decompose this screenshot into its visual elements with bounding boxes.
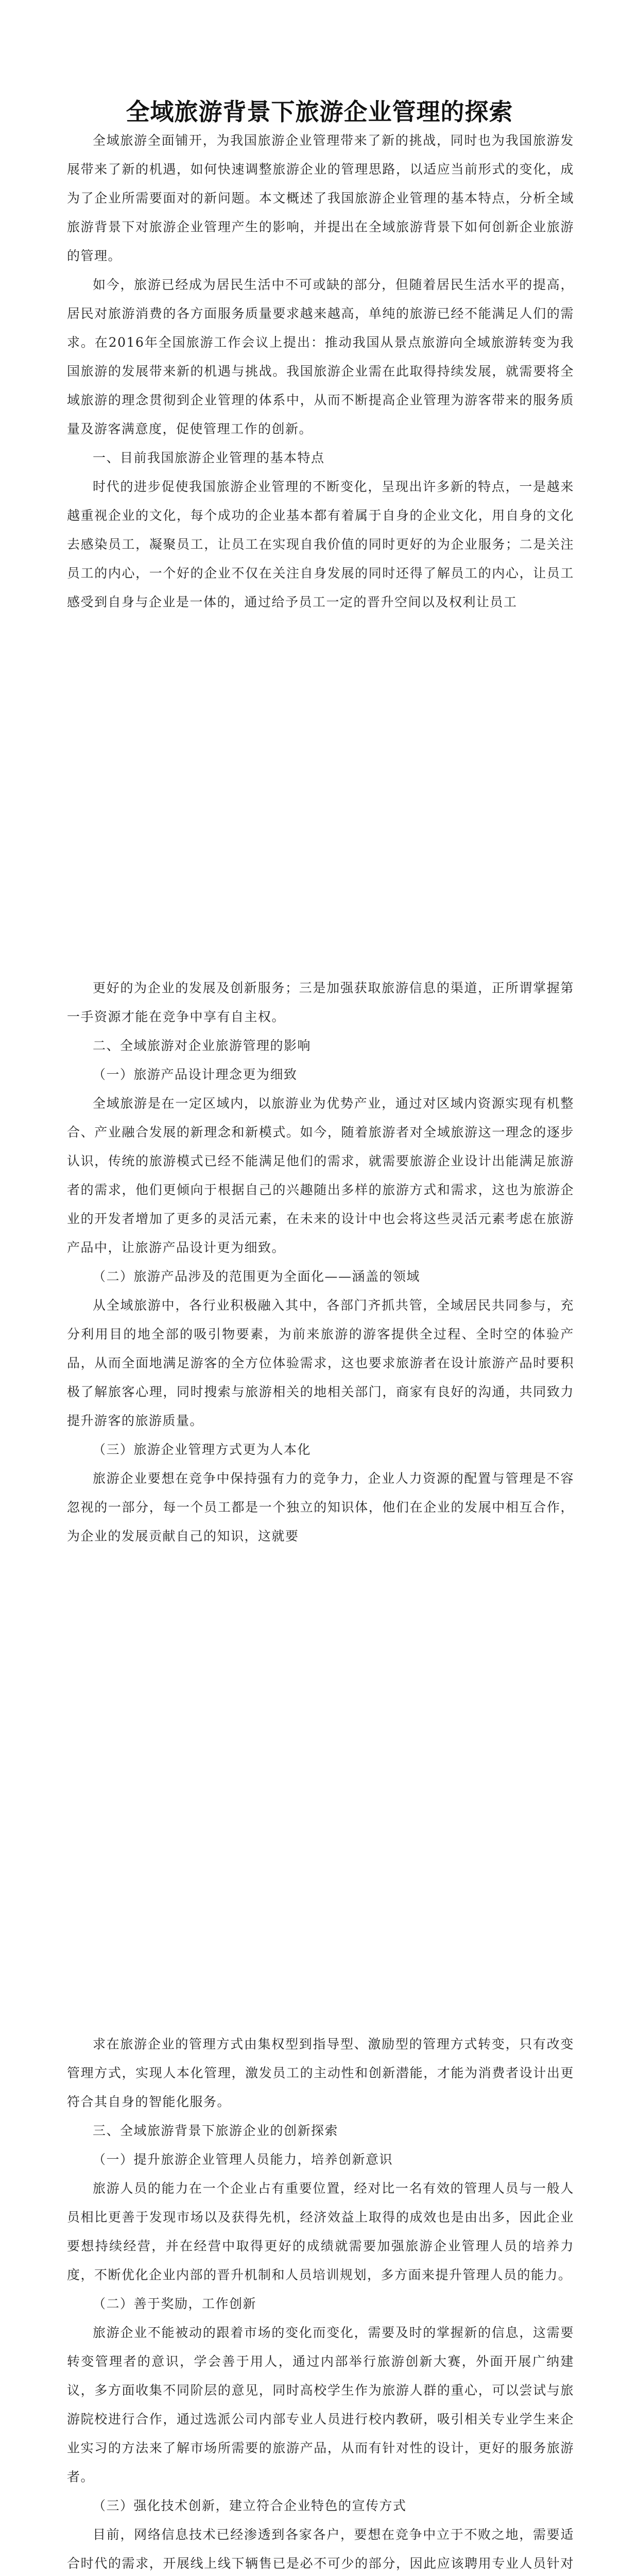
body-paragraph: 从全域旅游中，各行业积极融入其中，各部门齐抓共管，全域居民共同参与，充分利用目的地全部的吸引物要素，为前来旅游的游客提供全过程、全时空的体验产品，从而全面地满足游客的全方位体验需求，这也要求旅游者在设计旅游产品时要积极了解旅客心理，同时搜索与旅游相关的地相关部门，商家有良好的沟通，共同致力提升游客的旅游质量。 — [67, 1298, 574, 1428]
body-paragraph: 旅游企业要想在竞争中保持强有力的竞争力，企业人力资源的配置与管理是不容忽视的一部分，每一个员工都是一个独立的知识体，他们在企业的发展中相互合作，为企业的发展贡献自己的知识，这就要 — [67, 1471, 574, 1544]
section-heading-1: 一、目前我国旅游企业管理的基本特点 — [93, 450, 325, 465]
body-paragraph: 旅游企业不能被动的跟着市场的变化而变化，需要及时的掌握新的信息，这需要转变管理者的意识，学会善于用人，通过内部举行旅游创新大赛，外面开展广纳建议，多方面收集不同阶层的意见，同时高校学生作为旅游人群的重心，可以尝试与旅游院校进行合作，通过选派公司内部专业人员进行校内教研，吸引相关专业学生来企业实习的方法来了解市场所需要的旅游产品，从而有针对性的设计，更好的服务旅游者。 — [67, 2325, 574, 2484]
section-heading-2: 二、全域旅游对企业旅游管理的影响 — [93, 1038, 312, 1053]
subsection-heading: （三）强化技术创新，建立符合企业特色的宣传方式 — [93, 2498, 407, 2513]
intro-paragraph: 全域旅游全面铺开，为我国旅游企业管理带来了新的挑战，同时也为我国旅游发展带来了新的机遇，如何快速调整旅游企业的管理思路，以适应当前形式的变化，成为了企业所需要面对的新问题。本文概述了我国旅游企业管理的基本特点，分析全域旅游背景下对旅游企业管理产生的影响，并提出在全域旅游背景下如何创新企业旅游的管理。 — [67, 133, 574, 263]
subsection-heading: （一）旅游产品设计理念更为细致 — [93, 1067, 298, 1082]
body-paragraph: 更好的为企业的发展及创新服务；三是加强获取旅游信息的渠道，正所谓掌握第一手资源才能在竞争中享有自主权。 — [67, 980, 574, 1024]
section-heading-3: 三、全域旅游背景下旅游企业的创新探索 — [93, 2123, 339, 2138]
text-block-3 — [67, 2030, 574, 2576]
body-paragraph: 求在旅游企业的管理方式由集权型到指导型、激励型的管理方式转变，只有改变管理方式，实现人本化管理，激发员工的主动性和创新潜能，才能为消费者设计出更符合其自身的智能化服务。 — [67, 2037, 574, 2109]
subsection-heading: （二）旅游产品涉及的范围更为全面化——涵盖的领域 — [93, 1269, 421, 1284]
page-title: 全域旅游背景下旅游企业管理的探索 — [126, 97, 513, 126]
body-paragraph: 目前，网络信息技术已经渗透到各家各户，要想在竞争中立于不败之地，需要适合时代的需求，开展线上线下辆售已是必不可少的部分，因此应该聘用专业人员针对 — [67, 2527, 574, 2571]
body-paragraph: 旅游人员的能力在一个企业占有重要位置，经对比一名有效的管理人员与一般人员相比更善于发现市场以及获得先机，经济效益上取得的成效也是由出多，因此企业要想持续经营，并在经营中取得更好的成绩就需要加强旅游企业管理人员的培养力度，不断优化企业内部的晋升机制和人员培训规划，多方面来提升管理人员的能力。 — [67, 2181, 574, 2282]
subsection-heading: （一）提升旅游企业管理人员能力，培养创新意识 — [93, 2152, 393, 2167]
subsection-heading: （三）旅游企业管理方式更为人本化 — [93, 1442, 312, 1457]
body-paragraph: 时代的进步促使我国旅游企业管理的不断变化，呈现出许多新的特点，一是越来越重视企业的文化，每个成功的企业基本都有着属于自身的企业文化，用自身的文化去感染员工，凝聚员工，让员工在实现自我价值的同时更好的为企业服务；二是关注员工的内心，一个好的企业不仅在关注自身发展的同时还得了解员工的内心，让员工感受到自身与企业是一体的，通过给予员工一定的晋升空间以及权利让员工 — [67, 479, 574, 609]
body-paragraph: 全域旅游是在一定区域内，以旅游业为优势产业，通过对区域内资源实现有机整合、产业融合发展的新理念和新模式。如今，随着旅游者对全域旅游这一理念的逐步认识，传统的旅游模式已经不能满足他们的需求，就需要旅游企业设计出能满足旅游者的需求，他们更倾向于根据自己的兴趣随出多样的旅游方式和需求，这也为旅游企业的开发者增加了更多的灵活元素，在未来的设计中也会将这些灵活元素考虑在旅游产品中，让旅游产品设计更为细致。 — [67, 1096, 574, 1255]
text-block-1 — [67, 126, 574, 617]
background-paragraph: 如今，旅游已经成为居民生活中不可或缺的部分，但随着居民生活水平的提高，居民对旅游消费的各方面服务质量要求越来越高，单纯的旅游已经不能满足人们的需求。在2016年全国旅游工作会议上提出：推动我国从景点旅游向全域旅游转变为我国旅游的发展带来新的机遇与挑战。我国旅游企业需在此取得持续发展，就需要将全域旅游的理念贯彻到企业管理的体系中，从而不断提高企业管理为游客带来的服务质量及游客满意度，促使管理工作的创新。 — [67, 277, 574, 436]
text-block-2 — [67, 974, 574, 1551]
subsection-heading: （二）善于奖励，工作创新 — [93, 2296, 257, 2311]
